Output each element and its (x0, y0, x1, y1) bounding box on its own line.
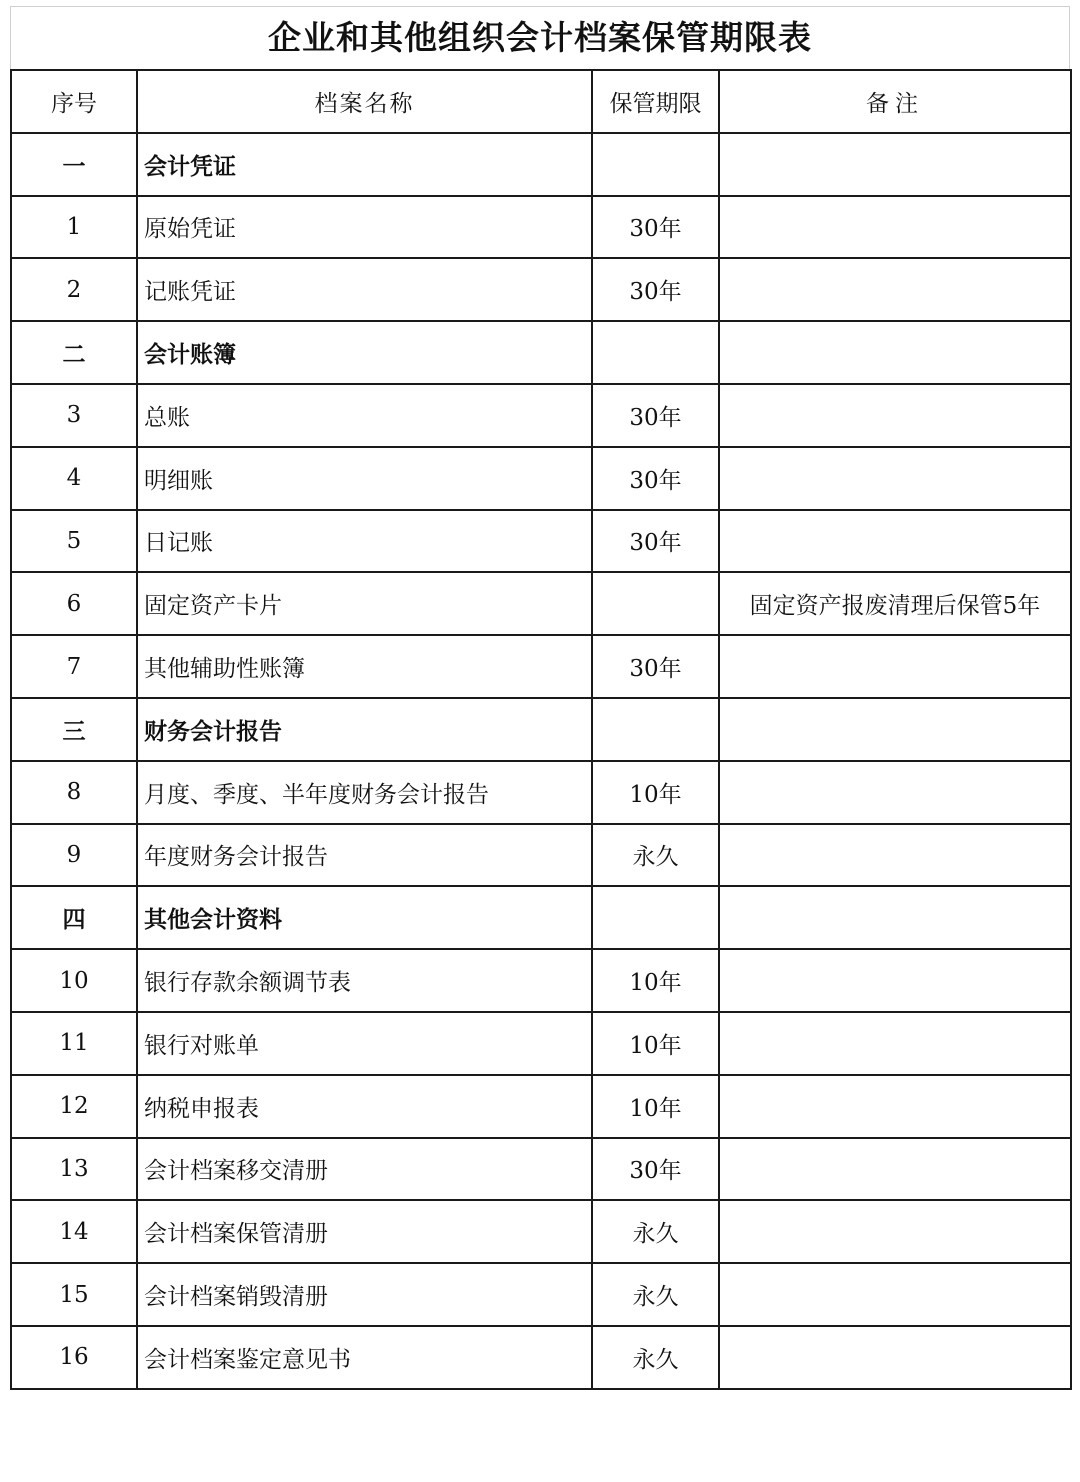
section-row (11, 321, 1071, 384)
name-cell: 会计凭证 (137, 133, 592, 196)
seq-cell: 14 (11, 1200, 137, 1263)
header-note: 备注 (719, 70, 1071, 133)
seq-cell: 5 (11, 510, 137, 573)
note-cell (719, 1138, 1071, 1201)
note-cell (719, 698, 1071, 761)
name-cell: 年度财务会计报告 (137, 824, 592, 887)
note-cell (719, 949, 1071, 1012)
header-period: 保管期限 (592, 70, 719, 133)
seq-cell: 11 (11, 1012, 137, 1075)
note-cell (719, 1012, 1071, 1075)
header-name: 档案名称 (137, 70, 592, 133)
note-cell (719, 196, 1071, 259)
note-cell (719, 258, 1071, 321)
name-cell: 其他会计资料 (137, 886, 592, 949)
table-row (11, 1138, 1071, 1201)
seq-cell: 6 (11, 572, 137, 635)
note-cell (719, 1326, 1071, 1389)
note-cell: 固定资产报废清理后保管5年 (719, 572, 1071, 635)
period-cell: 10年 (592, 761, 719, 824)
note-cell (719, 447, 1071, 510)
seq-cell: 9 (11, 824, 137, 887)
name-cell: 记账凭证 (137, 258, 592, 321)
seq-cell: 12 (11, 1075, 137, 1138)
seq-cell: 二 (11, 321, 137, 384)
table-row (11, 635, 1071, 698)
table-row (11, 761, 1071, 824)
seq-cell: 1 (11, 196, 137, 259)
table-row (11, 1075, 1071, 1138)
seq-cell: 7 (11, 635, 137, 698)
seq-cell: 4 (11, 447, 137, 510)
note-cell (719, 1200, 1071, 1263)
seq-cell: 8 (11, 761, 137, 824)
table-row (11, 510, 1071, 573)
seq-cell: 3 (11, 384, 137, 447)
period-cell: 30年 (592, 258, 719, 321)
note-cell (719, 886, 1071, 949)
seq-cell: 15 (11, 1263, 137, 1326)
retention-schedule-sheet (10, 6, 1070, 1390)
period-cell (592, 321, 719, 384)
note-cell (719, 510, 1071, 573)
table-row (11, 1200, 1071, 1263)
period-cell: 10年 (592, 1075, 719, 1138)
note-cell (719, 321, 1071, 384)
name-cell: 原始凭证 (137, 196, 592, 259)
name-cell: 明细账 (137, 447, 592, 510)
table-row (11, 1326, 1071, 1389)
period-cell (592, 133, 719, 196)
period-cell: 30年 (592, 447, 719, 510)
note-cell (719, 761, 1071, 824)
seq-cell: 一 (11, 133, 137, 196)
period-cell: 永久 (592, 1200, 719, 1263)
name-cell: 其他辅助性账簿 (137, 635, 592, 698)
period-cell (592, 572, 719, 635)
period-cell: 永久 (592, 1263, 719, 1326)
name-cell: 会计档案保管清册 (137, 1200, 592, 1263)
note-cell (719, 133, 1071, 196)
table-row (11, 447, 1071, 510)
name-cell: 月度、季度、半年度财务会计报告 (137, 761, 592, 824)
section-row (11, 698, 1071, 761)
header-seq: 序号 (11, 70, 137, 133)
page-title: 企业和其他组织会计档案保管期限表 (10, 6, 1070, 69)
section-row (11, 133, 1071, 196)
name-cell: 会计档案移交清册 (137, 1138, 592, 1201)
name-cell: 银行存款余额调节表 (137, 949, 592, 1012)
seq-cell: 三 (11, 698, 137, 761)
period-cell (592, 886, 719, 949)
seq-cell: 10 (11, 949, 137, 1012)
name-cell: 固定资产卡片 (137, 572, 592, 635)
period-cell (592, 698, 719, 761)
table-row (11, 824, 1071, 887)
period-cell: 30年 (592, 510, 719, 573)
name-cell: 总账 (137, 384, 592, 447)
name-cell: 银行对账单 (137, 1012, 592, 1075)
table-row (11, 196, 1071, 259)
period-cell: 30年 (592, 384, 719, 447)
period-cell: 永久 (592, 1326, 719, 1389)
table-row (11, 949, 1071, 1012)
period-cell: 30年 (592, 1138, 719, 1201)
seq-cell: 四 (11, 886, 137, 949)
name-cell: 会计档案鉴定意见书 (137, 1326, 592, 1389)
table-row (11, 258, 1071, 321)
note-cell (719, 384, 1071, 447)
name-cell: 纳税申报表 (137, 1075, 592, 1138)
table-row (11, 384, 1071, 447)
note-cell (719, 824, 1071, 887)
period-cell: 30年 (592, 635, 719, 698)
note-cell (719, 635, 1071, 698)
header-row (11, 70, 1071, 133)
period-cell: 永久 (592, 824, 719, 887)
name-cell: 会计账簿 (137, 321, 592, 384)
seq-cell: 13 (11, 1138, 137, 1201)
table-row (11, 572, 1071, 635)
period-cell: 10年 (592, 1012, 719, 1075)
period-cell: 10年 (592, 949, 719, 1012)
period-cell: 30年 (592, 196, 719, 259)
name-cell: 会计档案销毁清册 (137, 1263, 592, 1326)
name-cell: 财务会计报告 (137, 698, 592, 761)
name-cell: 日记账 (137, 510, 592, 573)
seq-cell: 16 (11, 1326, 137, 1389)
note-cell (719, 1263, 1071, 1326)
seq-cell: 2 (11, 258, 137, 321)
retention-table (10, 69, 1072, 1390)
table-row (11, 1012, 1071, 1075)
section-row (11, 886, 1071, 949)
table-row (11, 1263, 1071, 1326)
note-cell (719, 1075, 1071, 1138)
